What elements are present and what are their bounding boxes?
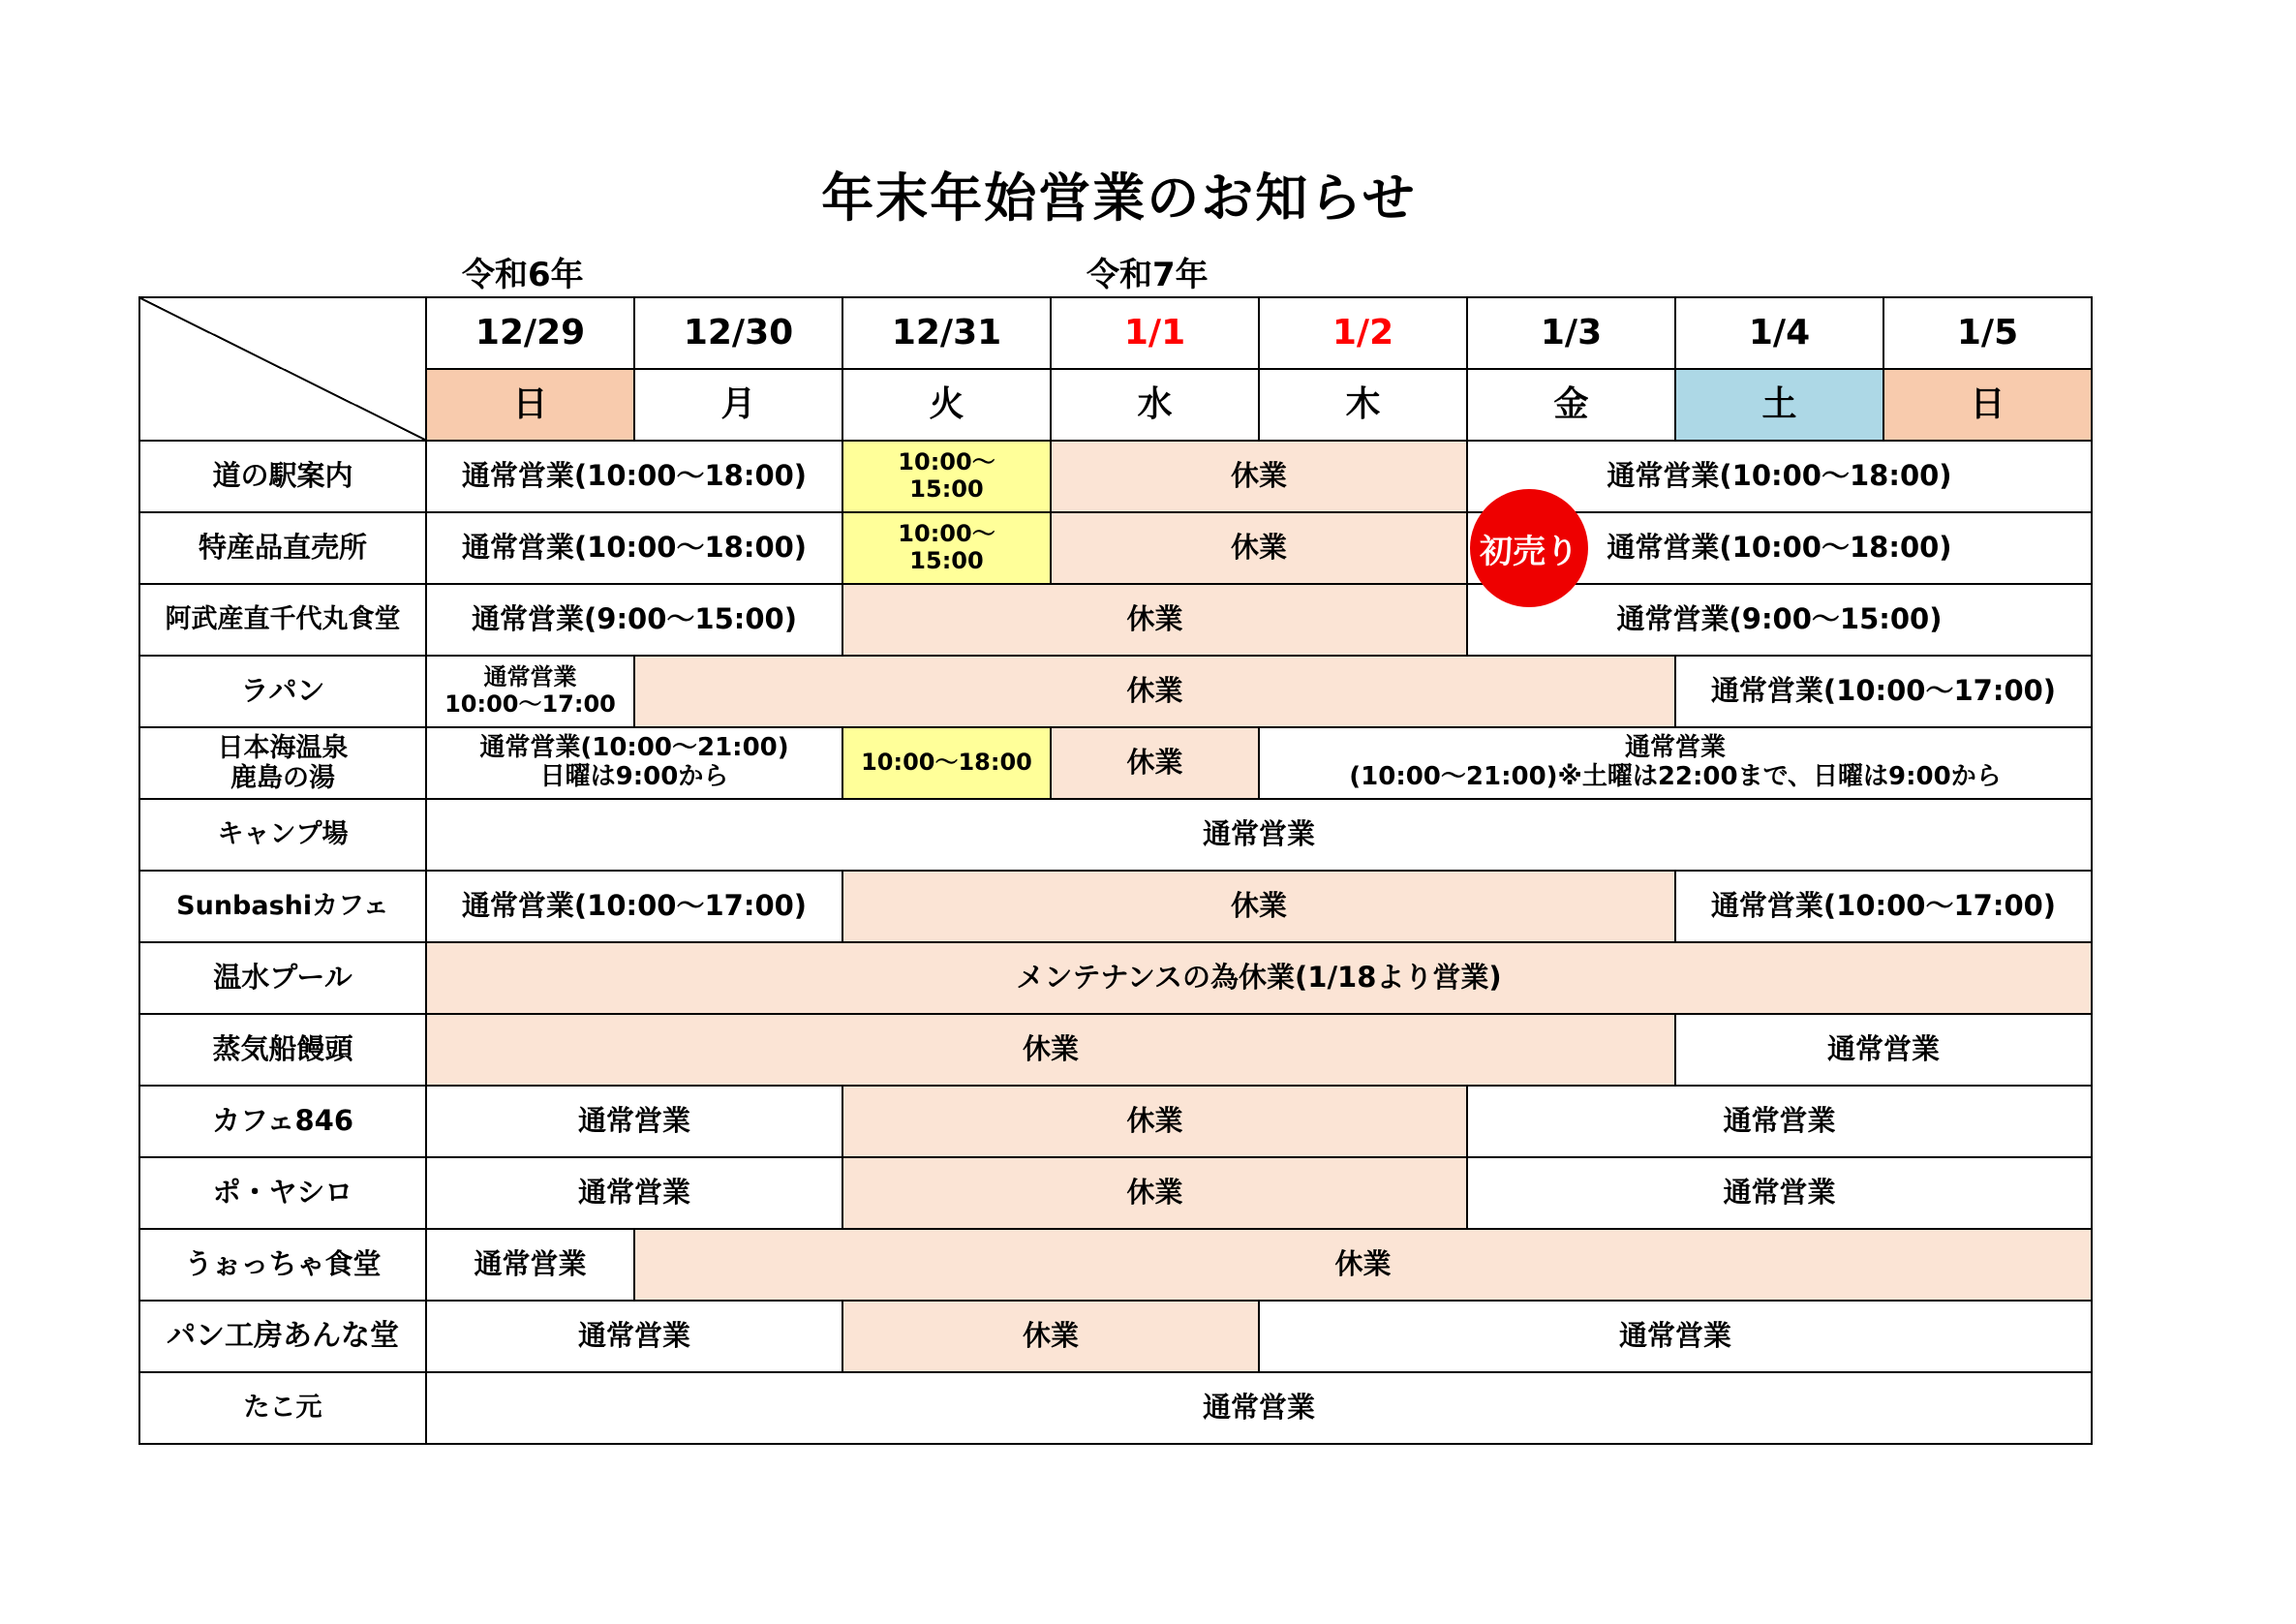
hours-cell: 通常営業 [426, 1301, 842, 1372]
hours-cell: 通常営業 [1259, 1301, 2092, 1372]
closed-cell: 休業 [842, 1301, 1259, 1372]
shop-name: ポ・ヤシロ [139, 1157, 426, 1229]
weekday-header-sunday: 日 [426, 369, 634, 441]
closed-cell: メンテナンスの為休業(1/18より営業) [426, 942, 2092, 1014]
closed-cell: 休業 [842, 584, 1467, 656]
closed-cell: 休業 [634, 1229, 2092, 1301]
shop-name: 阿武産直千代丸食堂 [139, 584, 426, 656]
shop-name: 日本海温泉 鹿島の湯 [139, 727, 426, 799]
weekday-header-sunday: 日 [1883, 369, 2092, 441]
closed-cell: 休業 [1051, 727, 1259, 799]
closed-cell: 休業 [842, 871, 1675, 942]
date-header: 1/4 [1675, 297, 1883, 369]
short-hours-cell: 10:00〜18:00 [842, 727, 1051, 799]
hours-cell: 通常営業 [426, 1086, 842, 1157]
date-header: 1/5 [1883, 297, 2092, 369]
date-header: 1/3 [1467, 297, 1675, 369]
shop-name: 蒸気船饅頭 [139, 1014, 426, 1086]
shop-row-sunbashi [139, 871, 2092, 942]
hours-cell: 通常営業(9:00〜15:00) [1467, 584, 2092, 656]
shop-name: ラパン [139, 656, 426, 727]
hours-cell: 通常営業 10:00〜17:00 [426, 656, 634, 727]
shop-row-pool [139, 942, 2092, 1014]
hours-cell: 通常営業(10:00〜18:00) [426, 512, 842, 584]
corner-cell [139, 297, 426, 441]
shop-name: たこ元 [139, 1372, 426, 1444]
shop-name: パン工房あんな堂 [139, 1301, 426, 1372]
shop-row-poyashiro [139, 1157, 2092, 1229]
shop-row-tokusan [139, 512, 2092, 584]
closed-cell: 休業 [1051, 441, 1467, 512]
hours-cell: 通常営業(9:00〜15:00) [426, 584, 842, 656]
hours-cell: 通常営業(10:00〜18:00) [1467, 512, 2092, 584]
closed-cell: 休業 [842, 1086, 1467, 1157]
shop-name: キャンプ場 [139, 799, 426, 871]
shop-row-manju [139, 1014, 2092, 1086]
hours-cell: 通常営業(10:00〜17:00) [1675, 656, 2092, 727]
short-hours-cell: 10:00〜 15:00 [842, 441, 1051, 512]
weekday-header: 木 [1259, 369, 1467, 441]
weekday-header-saturday: 土 [1675, 369, 1883, 441]
hours-cell: 通常営業(10:00〜18:00) [1467, 441, 2092, 512]
shop-name: Sunbashiカフェ [139, 871, 426, 942]
shop-row-michinoeki [139, 441, 2092, 512]
shop-name: カフェ846 [139, 1086, 426, 1157]
closed-cell: 休業 [842, 1157, 1467, 1229]
hours-cell: 通常営業 [1467, 1086, 2092, 1157]
date-row [139, 297, 2092, 369]
date-header: 12/29 [426, 297, 634, 369]
shop-row-rapan [139, 656, 2092, 727]
hours-cell: 通常営業 (10:00〜21:00)※土曜は22:00まで、日曜は9:00から [1259, 727, 2092, 799]
weekday-header: 水 [1051, 369, 1259, 441]
hours-cell: 通常営業 [1675, 1014, 2092, 1086]
date-header-holiday: 1/1 [1051, 297, 1259, 369]
hours-cell: 通常営業(10:00〜17:00) [426, 871, 842, 942]
shop-row-uocchaya [139, 1229, 2092, 1301]
shop-row-cafe846 [139, 1086, 2092, 1157]
hours-cell: 通常営業(10:00〜17:00) [1675, 871, 2092, 942]
closed-cell: 休業 [1051, 512, 1467, 584]
shop-row-pankobo [139, 1301, 2092, 1372]
page-title: 年末年始営業のお知らせ [821, 168, 1417, 229]
hatsuuri-badge: 初売り [1470, 489, 1588, 607]
schedule-table [138, 296, 2093, 1445]
weekday-row [139, 369, 2092, 441]
era-label-reiwa6: 令和6年 [462, 256, 584, 294]
hours-cell: 通常営業 [426, 1157, 842, 1229]
closed-cell: 休業 [426, 1014, 1675, 1086]
hours-cell: 通常営業 [1467, 1157, 2092, 1229]
shop-name: 温水プール [139, 942, 426, 1014]
hours-cell: 通常営業(10:00〜18:00) [426, 441, 842, 512]
shop-row-takogen [139, 1372, 2092, 1444]
era-label-reiwa7: 令和7年 [1087, 256, 1209, 294]
closed-cell: 休業 [634, 656, 1675, 727]
hours-cell: 通常営業 [426, 1372, 2092, 1444]
hours-cell: 通常営業 [426, 799, 2092, 871]
shop-row-camp [139, 799, 2092, 871]
date-header: 12/31 [842, 297, 1051, 369]
hours-cell: 通常営業 [426, 1229, 634, 1301]
shop-name: 道の駅案内 [139, 441, 426, 512]
shop-row-onsen [139, 727, 2092, 799]
weekday-header: 火 [842, 369, 1051, 441]
short-hours-cell: 10:00〜 15:00 [842, 512, 1051, 584]
weekday-header: 金 [1467, 369, 1675, 441]
shop-row-abu [139, 584, 2092, 656]
shop-name: うぉっちゃ食堂 [139, 1229, 426, 1301]
weekday-header: 月 [634, 369, 842, 441]
shop-name: 特産品直売所 [139, 512, 426, 584]
date-header: 12/30 [634, 297, 842, 369]
hours-cell: 通常営業(10:00〜21:00) 日曜は9:00から [426, 727, 842, 799]
date-header-holiday: 1/2 [1259, 297, 1467, 369]
